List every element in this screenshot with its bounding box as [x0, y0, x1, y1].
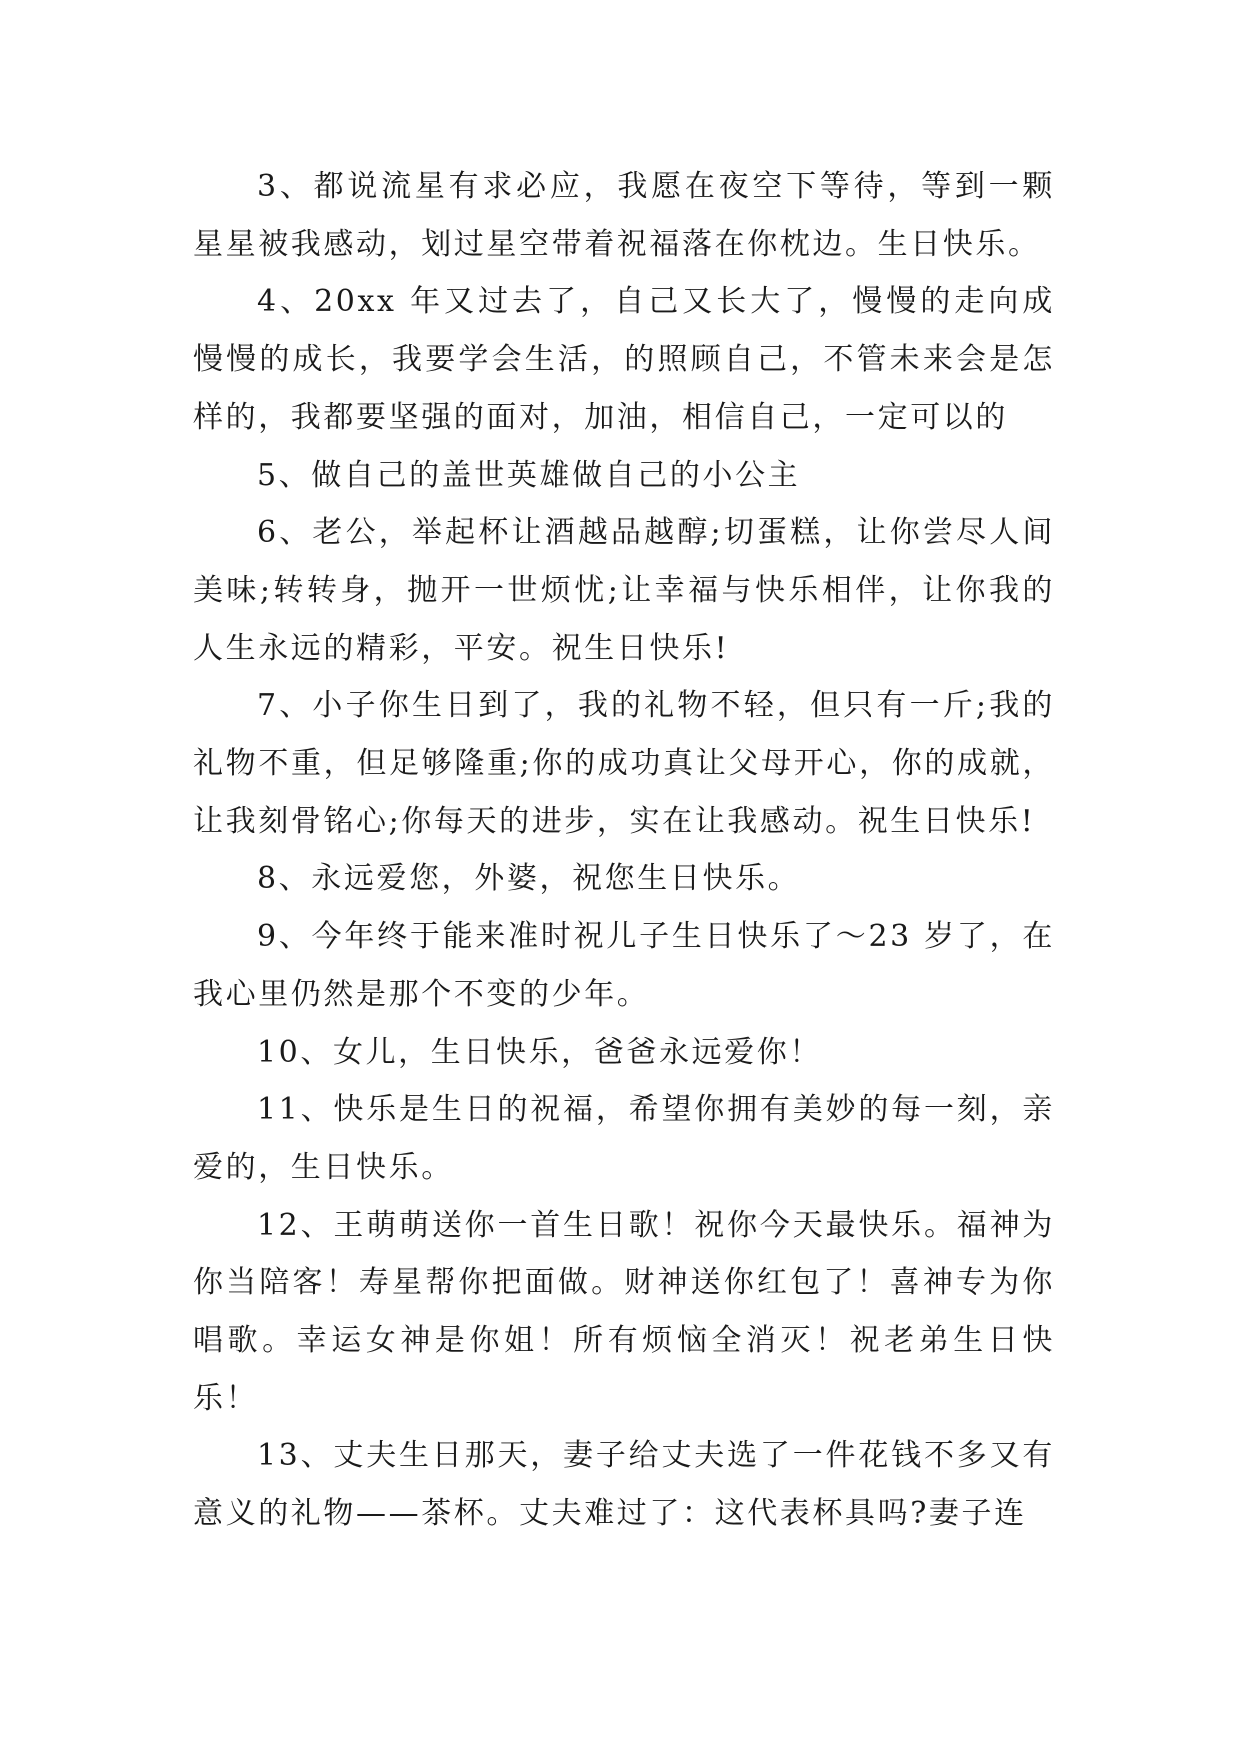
- paragraph-7: 7、小子你生日到了，我的礼物不轻，但只有一斤;我的礼物不重，但足够隆重;你的成功真让父母开心，你的成就，让我刻骨铭心;你每天的进步，实在让我感动。祝生日快乐!: [193, 688, 1055, 839]
- paragraph-13: 13、丈夫生日那天，妻子给丈夫选了一件花钱不多又有意义的礼物——茶杯。丈夫难过了：这代表杯具吗?妻子连: [193, 1438, 1055, 1532]
- paragraph-6: 6、老公，举起杯让酒越品越醇;切蛋糕，让你尝尽人间美味;转转身，抛开一世烦忧;让幸福与快乐相伴，让你我的人生永远的精彩，平安。祝生日快乐!: [193, 515, 1055, 666]
- paragraph-4: 4、20xx 年又过去了，自己又长大了，慢慢的走向成慢慢的成长，我要学会生活，的照顾自己，不管未来会是怎样的，我都要坚强的面对，加油，相信自己，一定可以的: [193, 284, 1055, 435]
- paragraph-12: 12、王萌萌送你一首生日歌！祝你今天最快乐。福神为你当陪客！寿星帮你把面做。财神送你红包了！喜神专为你唱歌。幸运女神是你姐！所有烦恼全消灭！祝老弟生日快乐！: [193, 1207, 1055, 1416]
- paragraph-8: 8、永远爱您，外婆，祝您生日快乐。: [257, 861, 801, 897]
- paragraph-3: 3、都说流星有求必应，我愿在夜空下等待，等到一颗星星被我感动，划过星空带着祝福落在你枕边。生日快乐。: [193, 169, 1055, 262]
- paragraph-9: 9、今年终于能来准时祝儿子生日快乐了～23 岁了，在我心里仍然是那个不变的少年。: [193, 919, 1055, 1012]
- paragraph-11: 11、快乐是生日的祝福，希望你拥有美妙的每一刻，亲爱的，生日快乐。: [193, 1092, 1055, 1185]
- document-body: [193, 158, 1055, 1543]
- paragraph-10: 10、女儿，生日快乐，爸爸永远爱你！: [257, 1034, 822, 1070]
- paragraph-5: 5、做自己的盖世英雄做自己的小公主: [257, 457, 801, 493]
